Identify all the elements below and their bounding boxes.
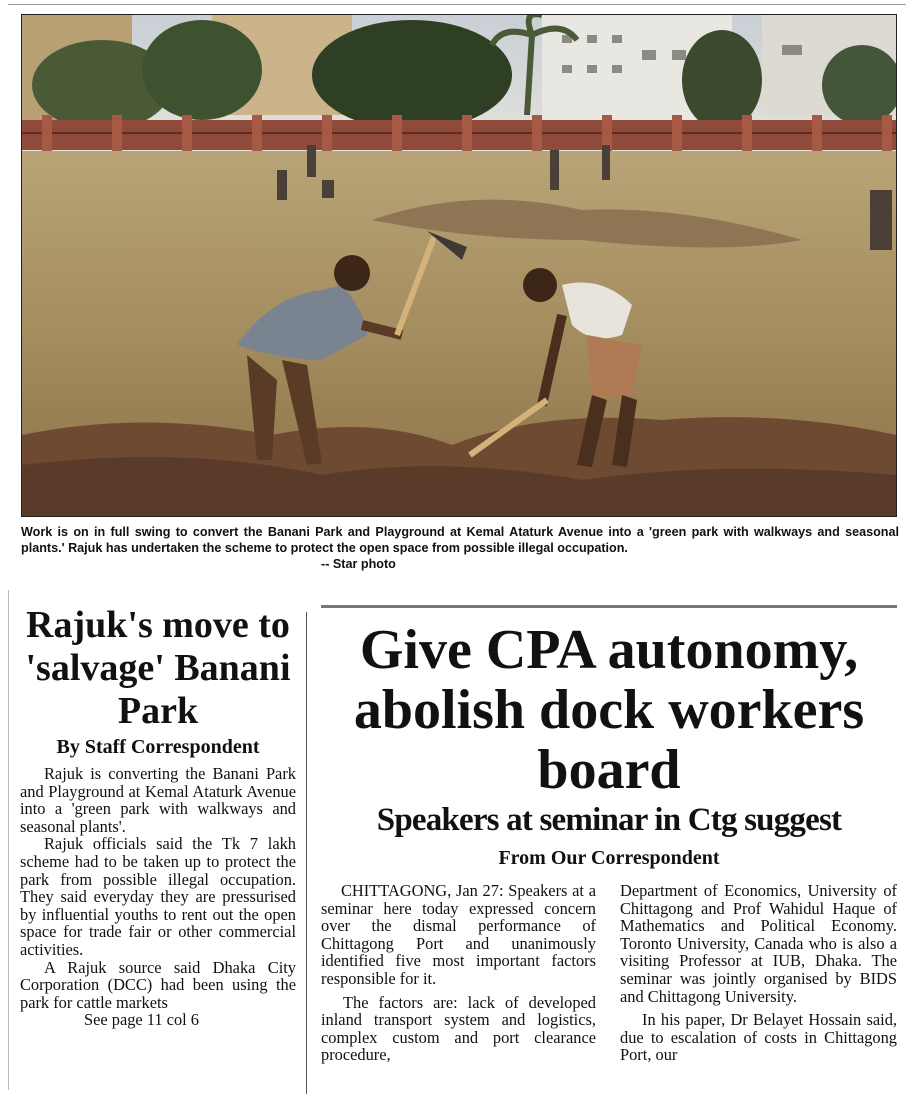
left-margin-rule [8, 590, 9, 1090]
photo-credit: -- Star photo [321, 557, 396, 571]
main-story-column-1 [321, 882, 596, 1070]
main-story-headline: Give CPA autonomy, abolish dock workers board [353, 619, 865, 801]
caption-text: Work is on in full swing to convert the Banani Park and Playground at Kemal Ataturk Avenue into a 'green park with walkways and seasonal plants.' Rajuk has undertaken the scheme to protect the open space from possible illegal occupation. [21, 525, 899, 555]
main-story-paragraph: The factors are: lack of developed inland transport system and logistics, complex custom and port clearance procedure, [321, 992, 596, 1065]
main-story-paragraph: In his paper, Dr Belayet Hossain said, due to escalation of costs in Chittagong Port, our [620, 1010, 897, 1065]
photo-caption [21, 524, 899, 572]
left-story-paragraph: Rajuk officials said the Tk 7 lakh scheme had to be taken up to protect the park from possible illegal occupation. They said everyday they are pressurised by influential youths to rent out the open space for trade fair or other commercial activities. [20, 834, 296, 959]
left-story-body [20, 765, 296, 1029]
main-story-paragraph: Department of Economics, University of Chittagong and Prof Wahidul Haque of Mathematics and Political Economy. Toronto University, Canada who is also a visiting Professor at IUB, Dhaka. The seminar was jointly organised by BIDS and Chittagong University. [620, 881, 897, 1006]
main-story-column-2 [620, 882, 897, 1070]
page-top-rule [8, 4, 906, 5]
main-story-byline: From Our Correspondent [498, 847, 720, 869]
continuation-link[interactable]: See page 11 col 6 [84, 1010, 199, 1030]
column-divider [306, 612, 307, 1094]
left-story-paragraph: Rajuk is converting the Banani Park and Playground at Kemal Ataturk Avenue into a 'green park with walkways and seasonal plants'. [20, 764, 296, 836]
news-photo [21, 14, 897, 517]
left-story-byline: By Staff Correspondent [56, 736, 260, 758]
park-digging-photo [22, 15, 896, 516]
main-story-paragraph: CHITTAGONG, Jan 27: Speakers at a seminar here today expressed concern over the dismal performance of Chittagong Port and unanimously identified five most important factors responsible for it. [321, 881, 596, 988]
left-story-headline: Rajuk's move to 'salvage' Banani Park [25, 604, 291, 732]
main-story-top-rule [321, 605, 897, 608]
left-story-paragraph: A Rajuk source said Dhaka City Corporation (DCC) had been using the park for cattle markets [20, 957, 296, 1012]
main-story-subhead: Speakers at seminar in Ctg suggest [376, 802, 842, 838]
